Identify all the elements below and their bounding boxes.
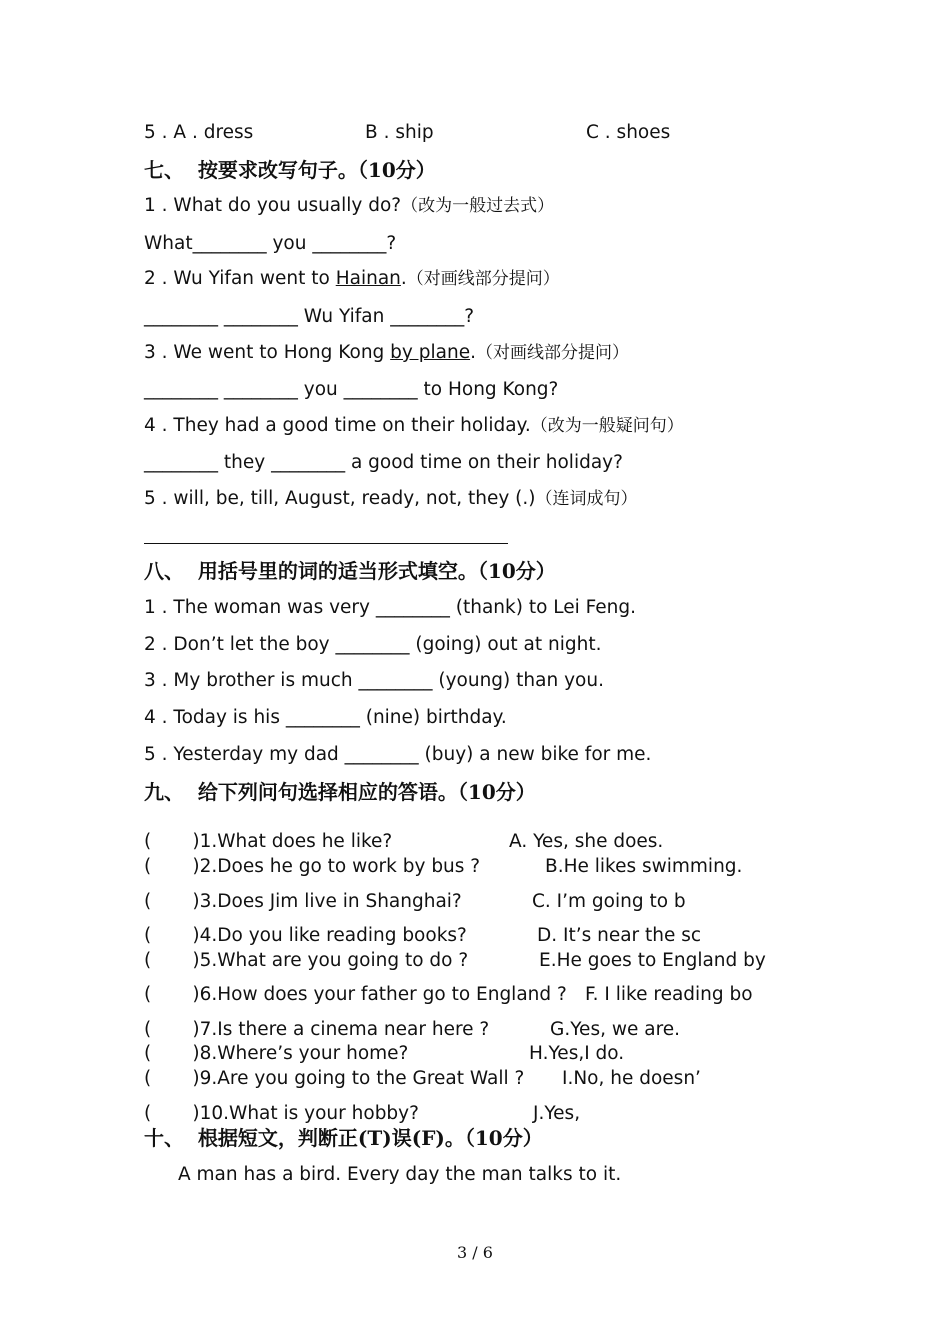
section-7-title: 七、 按要求改写句子。（10分） xyxy=(144,158,436,182)
s9-question-7: ( )7.Is there a cinema near here ? xyxy=(144,1019,490,1040)
s8-q2: 2 . Don’t let the boy ________ (going) out at night. xyxy=(144,634,602,655)
q5-option-a: 5 . A . dress xyxy=(144,122,254,143)
q5-option-b: B . ship xyxy=(365,122,434,143)
s7-a4: ________ they ________ a good time on their holiday? xyxy=(144,452,623,473)
section-10-title: 十、 根据短文，判断正(T)误(F)。（10分） xyxy=(144,1126,543,1150)
s7-q2: 2 . Wu Yifan went to Hainan.（对画线部分提问） xyxy=(144,268,560,289)
s9-question-3: ( )3.Does Jim live in Shanghai? xyxy=(144,891,462,912)
s9-answer-a: A. Yes, she does. xyxy=(509,831,664,852)
s8-q4: 4 . Today is his ________ (nine) birthday. xyxy=(144,707,507,728)
s9-answer-e: E.He goes to England by xyxy=(539,950,766,971)
s9-answer-b: B.He likes swimming. xyxy=(545,856,743,877)
s9-question-6: ( )6.How does your father go to England ? xyxy=(144,984,567,1005)
s9-answer-g: G.Yes, we are. xyxy=(550,1019,681,1040)
s9-question-1: ( )1.What does he like? xyxy=(144,831,393,852)
s7-q5: 5 . will, be, till, August, ready, not, they (.)（连词成句） xyxy=(144,488,638,509)
s9-question-4: ( )4.Do you like reading books? xyxy=(144,925,467,946)
s7-a2: ________ ________ Wu Yifan ________? xyxy=(144,306,475,327)
s7-a3: ________ ________ you ________ to Hong Kong? xyxy=(144,379,559,400)
s9-question-5: ( )5.What are you going to do ? xyxy=(144,950,469,971)
section-8-title: 八、 用括号里的词的适当形式填空。（10分） xyxy=(144,559,556,583)
s9-question-2: ( )2.Does he go to work by bus ? xyxy=(144,856,481,877)
s7-q4: 4 . They had a good time on their holiday.（改为一般疑问句） xyxy=(144,415,684,436)
s10-passage: A man has a bird. Every day the man talks to it. xyxy=(178,1164,622,1185)
s8-q1: 1 . The woman was very ________ (thank) to Lei Feng. xyxy=(144,597,637,618)
s8-q5: 5 . Yesterday my dad ________ (buy) a new bike for me. xyxy=(144,744,652,765)
s9-answer-d: D. It’s near the sc xyxy=(537,925,702,946)
s9-answer-i: I.No, he doesn’ xyxy=(562,1068,701,1089)
s9-question-9: ( )9.Are you going to the Great Wall ? xyxy=(144,1068,525,1089)
s8-q3: 3 . My brother is much ________ (young) than you. xyxy=(144,670,604,691)
s7-q3: 3 . We went to Hong Kong by plane.（对画线部分提问） xyxy=(144,342,629,363)
s9-question-10: ( )10.What is your hobby? xyxy=(144,1103,419,1124)
s9-answer-f: F. I like reading bo xyxy=(585,984,753,1005)
q5-option-c: C . shoes xyxy=(586,122,671,143)
s7-a1: What________ you ________? xyxy=(144,233,397,254)
s9-question-8: ( )8.Where’s your home? xyxy=(144,1043,409,1064)
page-number: 3 / 6 xyxy=(457,1243,493,1262)
s9-answer-h: H.Yes,I do. xyxy=(529,1043,625,1064)
section-9-title: 九、 给下列问句选择相应的答语。（10分） xyxy=(144,780,536,804)
s7-q1: 1 . What do you usually do?（改为一般过去式） xyxy=(144,195,555,216)
s9-answer-c: C. I’m going to b xyxy=(532,891,686,912)
s9-answer-j: J.Yes, xyxy=(533,1103,581,1124)
s7-answer-line xyxy=(144,543,508,544)
